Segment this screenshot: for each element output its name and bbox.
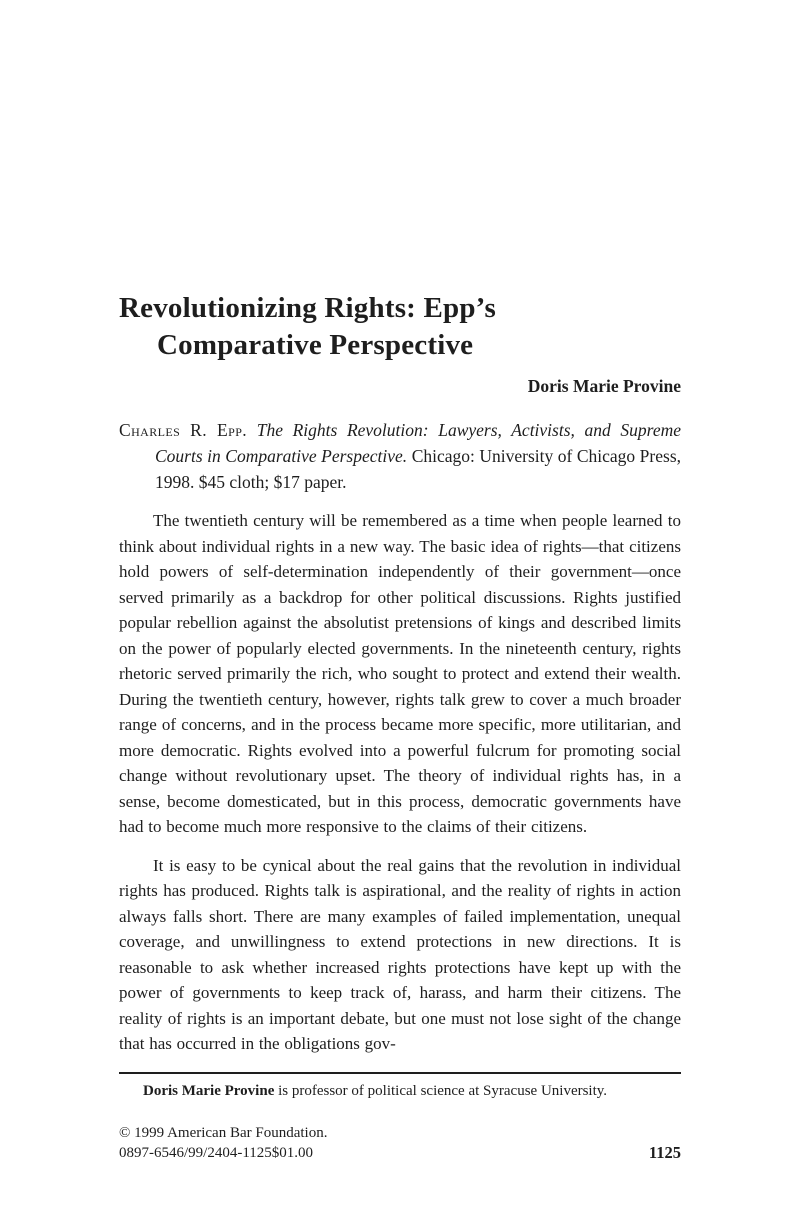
footnote-text: is professor of political science at Syracuse University. [274,1082,608,1099]
copyright-line: © 1999 American Bar Foundation. [119,1124,328,1141]
book-citation [119,417,681,495]
article-title-line2: Comparative Perspective [157,329,474,361]
footnote-divider [119,1072,681,1074]
body-paragraph-1: The twentieth century will be remembered as a time when people learned to think about individual rights in a new way. The basic idea of rights—that citizens hold powers of self-determination independently of their government—once served primarily as a backdrop for other political discussions. Rights justified popular rebellion against the absolutist pretensions of kings and described limits on the power of popularly elected governments. In the nineteenth century, rights rhetoric served primarily the rich, who sought to protect and extend their wealth. During the twentieth century, however, rights talk grew to cover a much broader range of concerns, and in the process became more specific, more utilitarian, and more democratic. Rights evolved into a powerful fulcrum for promoting social change without revolutionary upset. The theory of individual rights has, in a sense, become domesticated, but in this process, democratic governments have had to become much more responsive to the claims of their citizens. [119,511,681,836]
article-title [119,290,681,364]
citation-publication-info: Chicago: University of Chicago Press, 1998. $45 cloth; $17 paper. [155,446,681,492]
issn-line: 0897-6546/99/2404-1125$01.00 [119,1144,314,1161]
citation-reviewed-author: Charles R. Epp. [119,420,248,440]
citation-book-title: The Rights Revolution: Lawyers, Activists, and Supreme Courts in Comparative Perspective. [155,420,682,466]
page-content [119,290,681,1163]
imprint-block [119,1123,327,1163]
author-footnote [119,1081,681,1101]
footnote-author-name: Doris Marie Provine [143,1082,275,1099]
body-paragraph-2: It is easy to be cynical about the real gains that the revolution in individual rights has produced. Rights talk is aspirational, and the reality of rights in action always falls short. There are many examples of failed implementation, unequal coverage, and unwillingness to extend protections in new directions. It is reasonable to ask whether increased rights protections have kept up with the power of governments to keep track of, harass, and harm their citizens. The reality of rights is an important debate, but one must not lose sight of the change that has occurred in the obligations gov- [119,855,681,1053]
review-author: Doris Marie Provine [527,376,681,396]
article-title-line1: Revolutionizing Rights: Epp’s [119,292,496,324]
page-number: 1125 [648,1142,681,1162]
imprint-row [119,1123,681,1163]
